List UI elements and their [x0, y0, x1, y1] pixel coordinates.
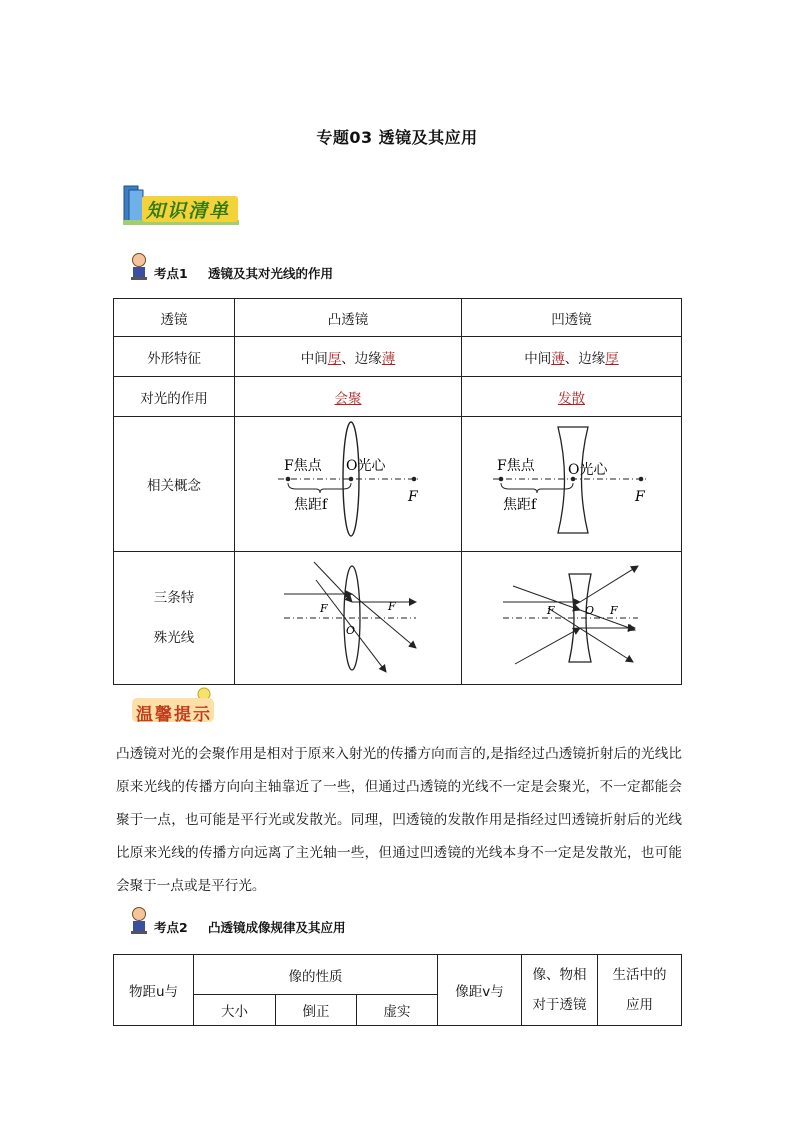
convex-rays-diagram	[235, 552, 462, 685]
banner-text: 知识清单	[146, 200, 231, 222]
convex-shape: 中间厚、边缘薄	[235, 337, 462, 377]
size-header: 大小	[194, 995, 276, 1026]
kp2-heading	[128, 906, 448, 938]
tips-banner	[130, 686, 220, 726]
teacher-icon	[128, 906, 150, 936]
concave-rays-svg	[463, 552, 681, 680]
shape-label: 外形特征	[114, 337, 235, 377]
header-convex: 凸透镜	[235, 299, 462, 337]
convex-effect: 会聚	[334, 390, 362, 407]
lens-table	[113, 298, 682, 685]
kp2-number: 考点2	[154, 920, 188, 935]
convex-concepts-diagram	[235, 417, 462, 552]
image-nature-header: 像的性质	[194, 955, 438, 995]
focus-label: F焦点	[283, 458, 322, 474]
teacher-icon	[128, 252, 150, 282]
f-symbol: F	[407, 489, 418, 505]
svg-text:F: F	[546, 604, 555, 617]
svg-text:F: F	[609, 604, 618, 617]
knowledge-list-banner	[120, 182, 242, 228]
rays-label: 三条特 殊光线	[114, 552, 235, 685]
header-lens: 透镜	[114, 299, 235, 337]
svg-text:F: F	[319, 602, 328, 615]
optical-center-label: O光心	[345, 458, 385, 474]
svg-text:O: O	[345, 624, 355, 637]
tips-banner-text: 温馨提示	[136, 705, 212, 725]
object-distance-header: 物距u与	[114, 955, 194, 1026]
kp1-number: 考点1	[154, 266, 188, 281]
kp1-heading	[128, 252, 428, 284]
concave-shape: 中间薄、边缘厚	[462, 337, 682, 377]
convex-rays-svg	[236, 552, 461, 680]
concave-effect: 发散	[558, 390, 585, 407]
concave-concepts-diagram	[462, 417, 682, 552]
svg-text:焦距f: 焦距f	[502, 497, 536, 513]
page-title: 专题03 透镜及其应用	[316, 128, 478, 147]
kp2-title: 凸透镜成像规律及其应用	[208, 920, 346, 935]
orientation-header: 倒正	[276, 995, 357, 1026]
focal-length-label: 焦距f	[293, 497, 327, 513]
concepts-label: 相关概念	[114, 417, 235, 552]
imaging-table	[113, 954, 682, 1026]
application-header: 生活中的 应用	[598, 955, 682, 1026]
effect-label: 对光的作用	[114, 377, 235, 417]
concave-lens-concept-svg	[463, 417, 681, 547]
relative-position-header: 像、物相 对于透镜	[522, 955, 598, 1026]
svg-text:O: O	[584, 604, 594, 617]
convex-lens-concept-svg	[236, 417, 461, 547]
real-virtual-header: 虚实	[357, 995, 438, 1026]
image-distance-header: 像距v与	[438, 955, 522, 1026]
svg-text:F焦点: F焦点	[496, 458, 535, 474]
header-concave: 凹透镜	[462, 299, 682, 337]
svg-text:O光心: O光心	[567, 462, 607, 478]
svg-text:F: F	[634, 489, 645, 505]
kp1-title: 透镜及其对光线的作用	[208, 266, 334, 281]
svg-text:F: F	[387, 600, 396, 613]
concave-rays-diagram	[462, 552, 682, 685]
tips-paragraph: 凸透镜对光的会聚作用是相对于原来入射光的传播方向而言的,是指经过凸透镜折射后的光线比原来光线的传播方向向主轴靠近了一些，但通过凸透镜的光线不一定是会聚光，不一定都能会聚于一点，也可能是平行光或发散光。同理，凹透镜的发散作用是指经过凹透镜折射后的光线比原来光线的传播方向远离了主光轴一些，但通过凹透镜的光线本身不一定是发散光，也可能会聚于一点或是平行光。	[116, 746, 682, 894]
